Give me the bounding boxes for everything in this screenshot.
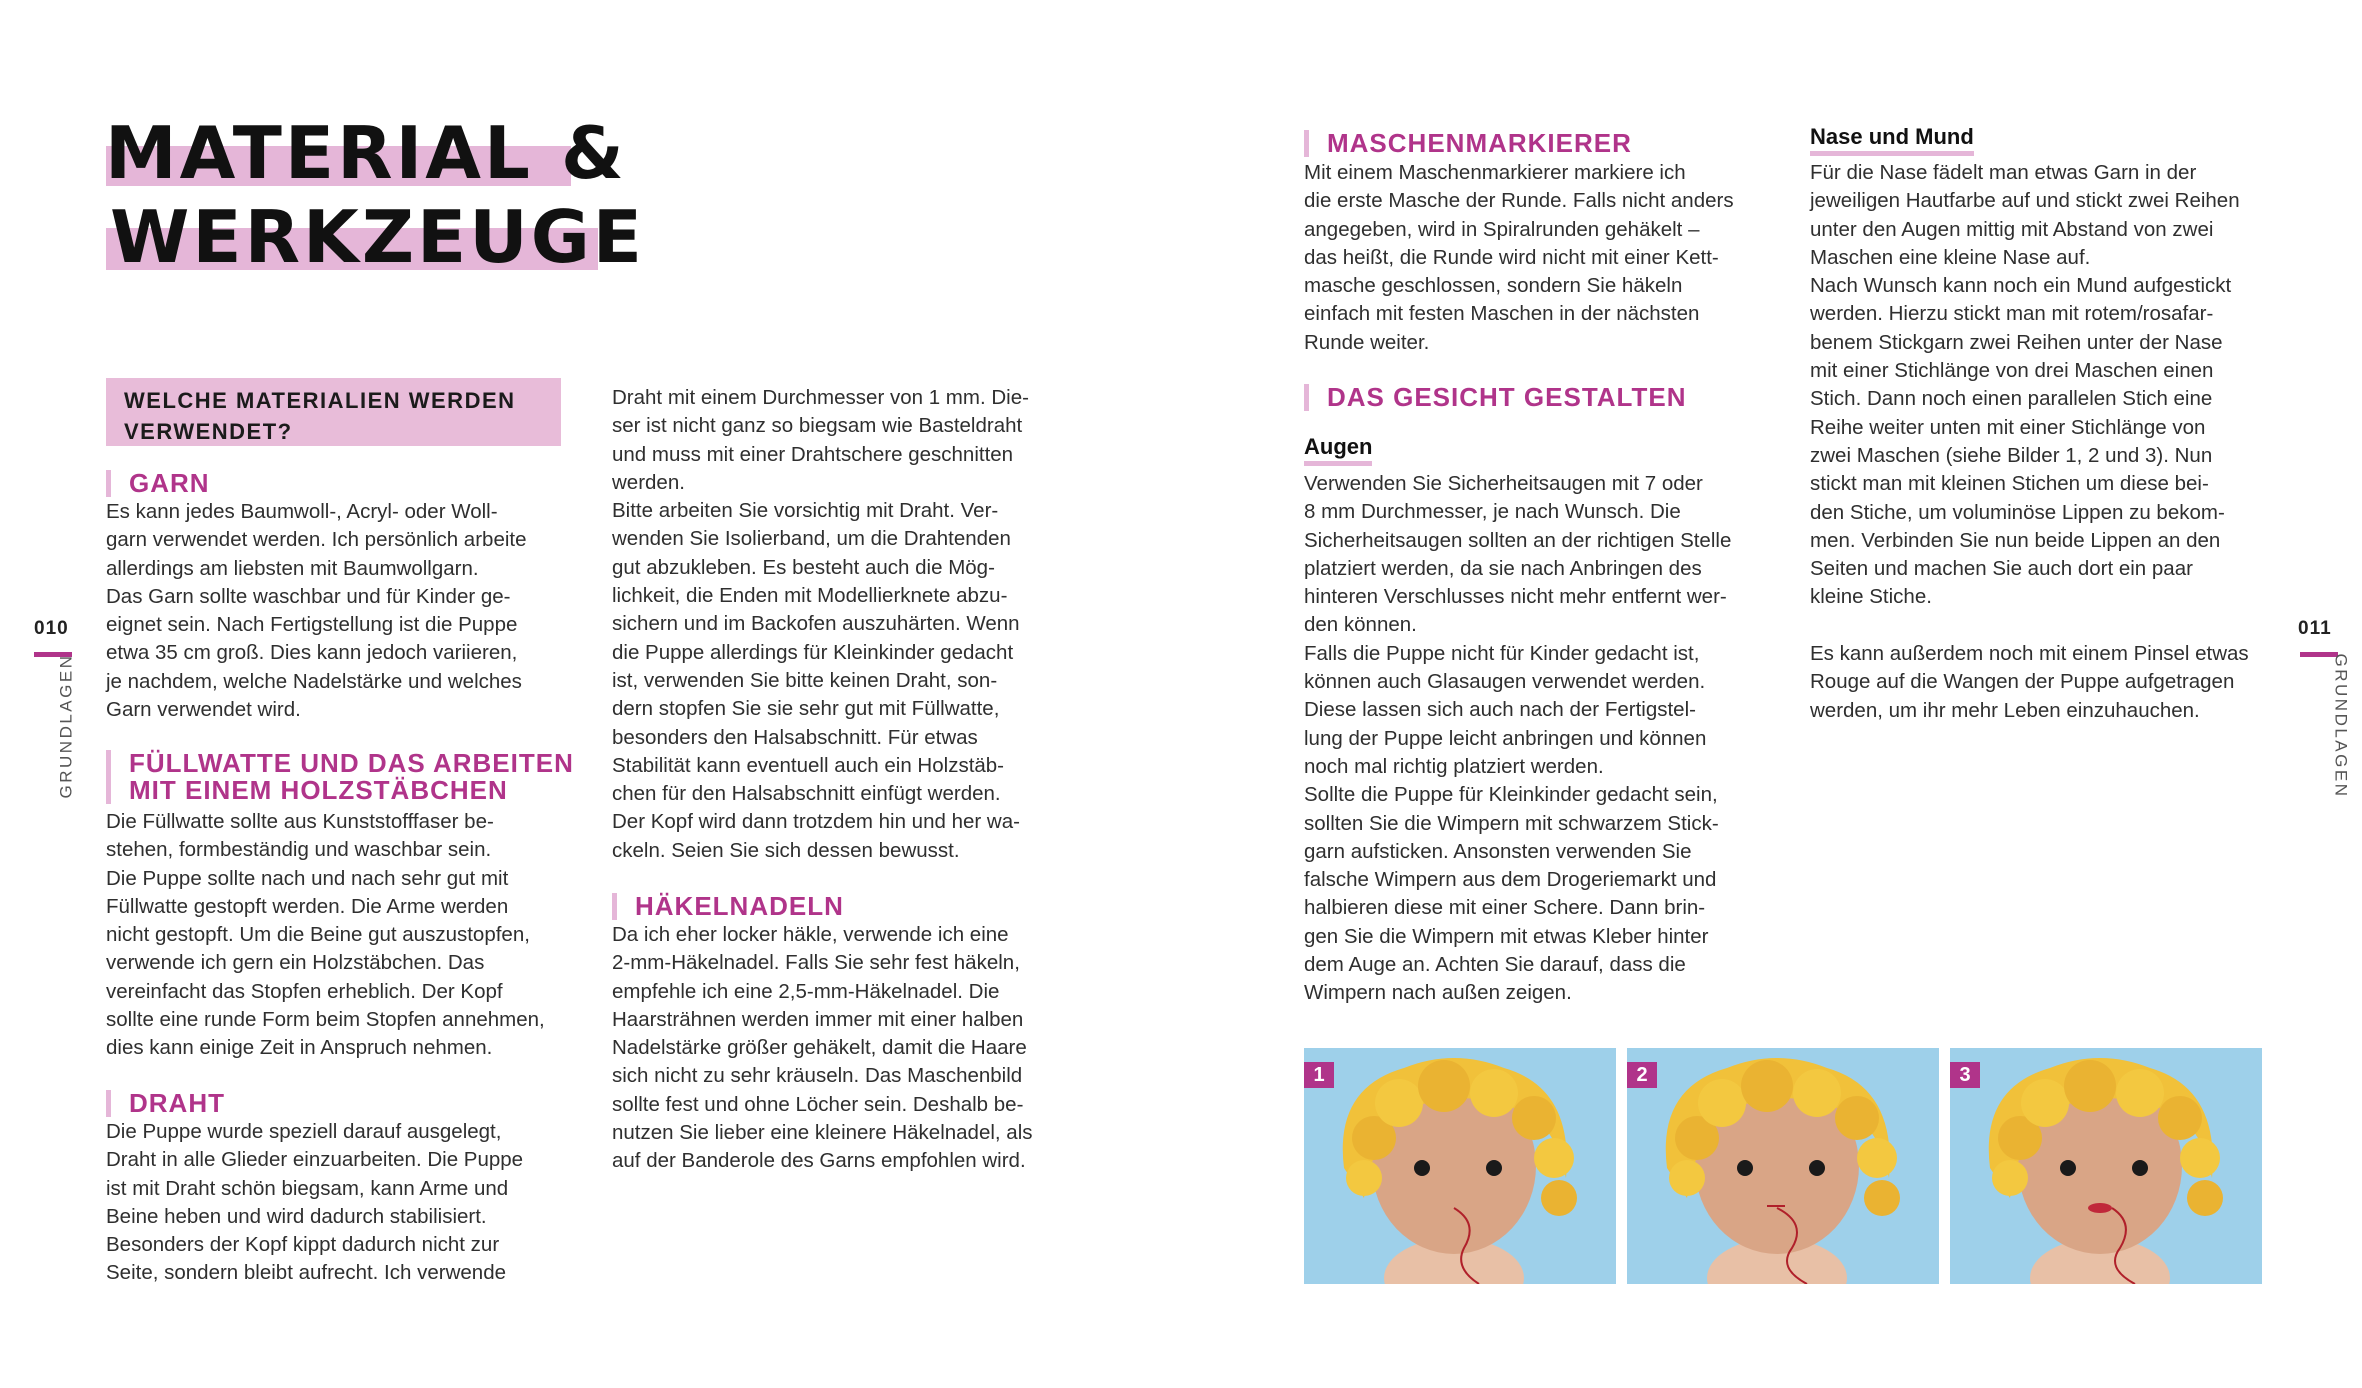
doll-face-image [1627, 1048, 1939, 1284]
photo-step-2 [1627, 1048, 1939, 1284]
text-augen: Verwenden Sie Sicherheitsaugen mit 7 oder 8 mm Durchmesser, je nach Wunsch. Die Sicherheitsaugen sollten an der richtigen Stelle platziert werden, da sie nach Anbringen des hinteren Verschlusses nicht mehr entfernt wer- den können. Falls die Puppe nicht für Kinder gedacht ist, können auch Glasaugen verwendet werden. Diese lassen sich auch nach der Fertigstel- lung der Puppe leicht anbringen und können noch mal richtig platziert werden. Sollte die Puppe für Kleinkinder gedacht sein, sollten Sie die Wimpern mit schwarzem Stick- garn aufsticken. Ansonsten verwenden Sie falsche Wimpern aus dem Drogeriemarkt und halbieren diese mit einer Schere. Dann brin- gen Sie die Wimpern mit etwas Kleber hinter dem Auge an. Achten Sie darauf, dass die Wimpern nach außen zeigen. [1304, 472, 1732, 1005]
section-box-heading: WELCHE MATERIALIEN WERDEN VERWENDET? [106, 378, 561, 446]
heading-haekelnadeln: HÄKELNADELN [612, 893, 844, 920]
section-label-right: GRUNDLAGEN [2331, 653, 2351, 799]
subheading-augen: Augen [1304, 434, 1372, 466]
heading-maschenmarkierer: MASCHENMARKIERER [1304, 130, 1632, 157]
text-draht: Die Puppe wurde speziell darauf ausgelegt, Draht in alle Glieder einzuarbeiten. Die Puppe ist mit Draht schön biegsam, kann Arme und Beine heben und wird dadurch stabilisiert. Besonders der Kopf kippt dadurch nicht zur Seite, sondern bleibt aufrecht. Ich verwende [106, 1120, 524, 1285]
heading-garn: GARN [106, 470, 210, 497]
doll-face-image [1950, 1048, 2262, 1284]
section-label-left: GRUNDLAGEN [56, 653, 76, 799]
text-garn: Es kann jedes Baumwoll-, Acryl- oder Woll- garn verwendet werden. Ich persönlich arbeite allerdings am liebsten mit Baumwollgarn. Das Garn sollte waschbar und für Kinder ge- eignet sein. Nach Fertigstellung ist die Puppe etwa 35 cm groß. Dies kann jedoch variieren, je nachdem, welche Nadelstärke und welches Garn verwendet wird. [106, 500, 527, 722]
photo-badge: 3 [1950, 1062, 1980, 1088]
photo-badge: 2 [1627, 1062, 1657, 1088]
photo-step-3 [1950, 1048, 2262, 1284]
photo-badge: 1 [1304, 1062, 1334, 1088]
heading-draht: DRAHT [106, 1090, 225, 1117]
text-draht-continued: Draht mit einem Durchmesser von 1 mm. Die- ser ist nicht ganz so biegsam wie Basteldraht und muss mit einer Drahtschere geschnitten werden. Bitte arbeiten Sie vorsichtig mit Draht. Ver- wenden Sie Isolierband, um die Drahtenden gut abzukleben. Es besteht auch die Mög- lichkeit, die Enden mit Modellierknete abzu- sichern und im Backofen auszuhärten. Wenn die Puppe allerdings für Kleinkinder gedacht ist, verwenden Sie bitte keinen Draht, son- dern stopfen Sie sie sehr gut mit Füllwatte, besonders den Halsabschnitt. Für etwas Stabilität kann eventuell auch ein Holzstäb- chen für den Halsabschnitt einfügt werden. Der Kopf wird dann trotzdem hin und her wa- ckeln. Seien Sie sich dessen bewusst. [612, 386, 1029, 862]
doll-face-image [1304, 1048, 1616, 1284]
text-fuellwatte: Die Füllwatte sollte aus Kunststofffaser be- stehen, formbeständig und waschbar sein. Die Puppe sollte nach und nach sehr gut mit Füllwatte gestopft werden. Die Arme werden nicht gestopft. Um die Beine gut auszustopfen, verwende ich gern ein Holzstäbchen. Das vereinfacht das Stopfen erheblich. Der Kopf sollte eine runde Form beim Stopfen annehmen, dies kann einige Zeit in Anspruch nehmen. [106, 810, 545, 1060]
text-maschenmarkierer: Mit einem Maschenmarkierer markiere ich die erste Masche der Runde. Falls nicht anders angegeben, wird in Spiralrunden gehäkelt – das heißt, die Runde wird nicht mit einer Kett- masche geschlossen, sondern Sie häkeln einfach mit festen Maschen in der nächsten Runde weiter. [1304, 161, 1734, 354]
page-number-left: 010 [34, 618, 69, 639]
text-haekelnadeln: Da ich eher locker häkle, verwende ich eine 2-mm-Häkelnadel. Falls Sie sehr fest häkeln, empfehle ich eine 2,5-mm-Häkelnadel. Die Haarsträhnen werden immer mit einer halben Nadelstärke größer gehäkelt, damit die Haare sich nicht zu sehr kräuseln. Das Maschenbild sollte fest und ohne Löcher sein. Deshalb be- nutzen Sie lieber eine kleinere Häkelnadel, als auf der Banderole des Garns empfohlen wird. [612, 923, 1033, 1173]
page-title: MATERIAL & [105, 111, 627, 195]
heading-fuellwatte: FÜLLWATTE UND DAS ARBEITEN MIT EINEM HOLZSTÄBCHEN [106, 750, 574, 804]
text-nase-mund: Für die Nase fädelt man etwas Garn in der jeweiligen Hautfarbe auf und stickt zwei Reihen unter den Augen mittig mit Abstand von zwei Maschen eine kleine Nase auf. Nach Wunsch kann noch ein Mund aufgestickt werden. Hierzu stickt man mit rotem/rosafar- benem Stickgarn zwei Reihen unter der Nase mit einer Stichlänge von drei Maschen einen Stich. Dann noch einen parallelen Stich eine Reihe weiter unten mit einer Stichlänge von zwei Maschen (siehe Bilder 1, 2 und 3). Nun stickt man mit kleinen Stichen um diese bei- den Stiche, um voluminöse Lippen zu bekom- men. Verbinden Sie nun beide Lippen an den Seiten und machen Sie auch dort ein paar kleine Stiche. [1810, 161, 2240, 609]
text-rouge: Es kann außerdem noch mit einem Pinsel etwas Rouge auf die Wangen der Puppe aufgetragen werden, um ihr mehr Leben einzuhauchen. [1810, 642, 2249, 722]
page-title: WERKZEUGE [110, 195, 645, 279]
photo-step-1 [1304, 1048, 1616, 1284]
page-number-right: 011 [2298, 618, 2332, 639]
subheading-nase-mund: Nase und Mund [1810, 124, 1974, 156]
heading-gesicht: DAS GESICHT GESTALTEN [1304, 384, 1687, 411]
